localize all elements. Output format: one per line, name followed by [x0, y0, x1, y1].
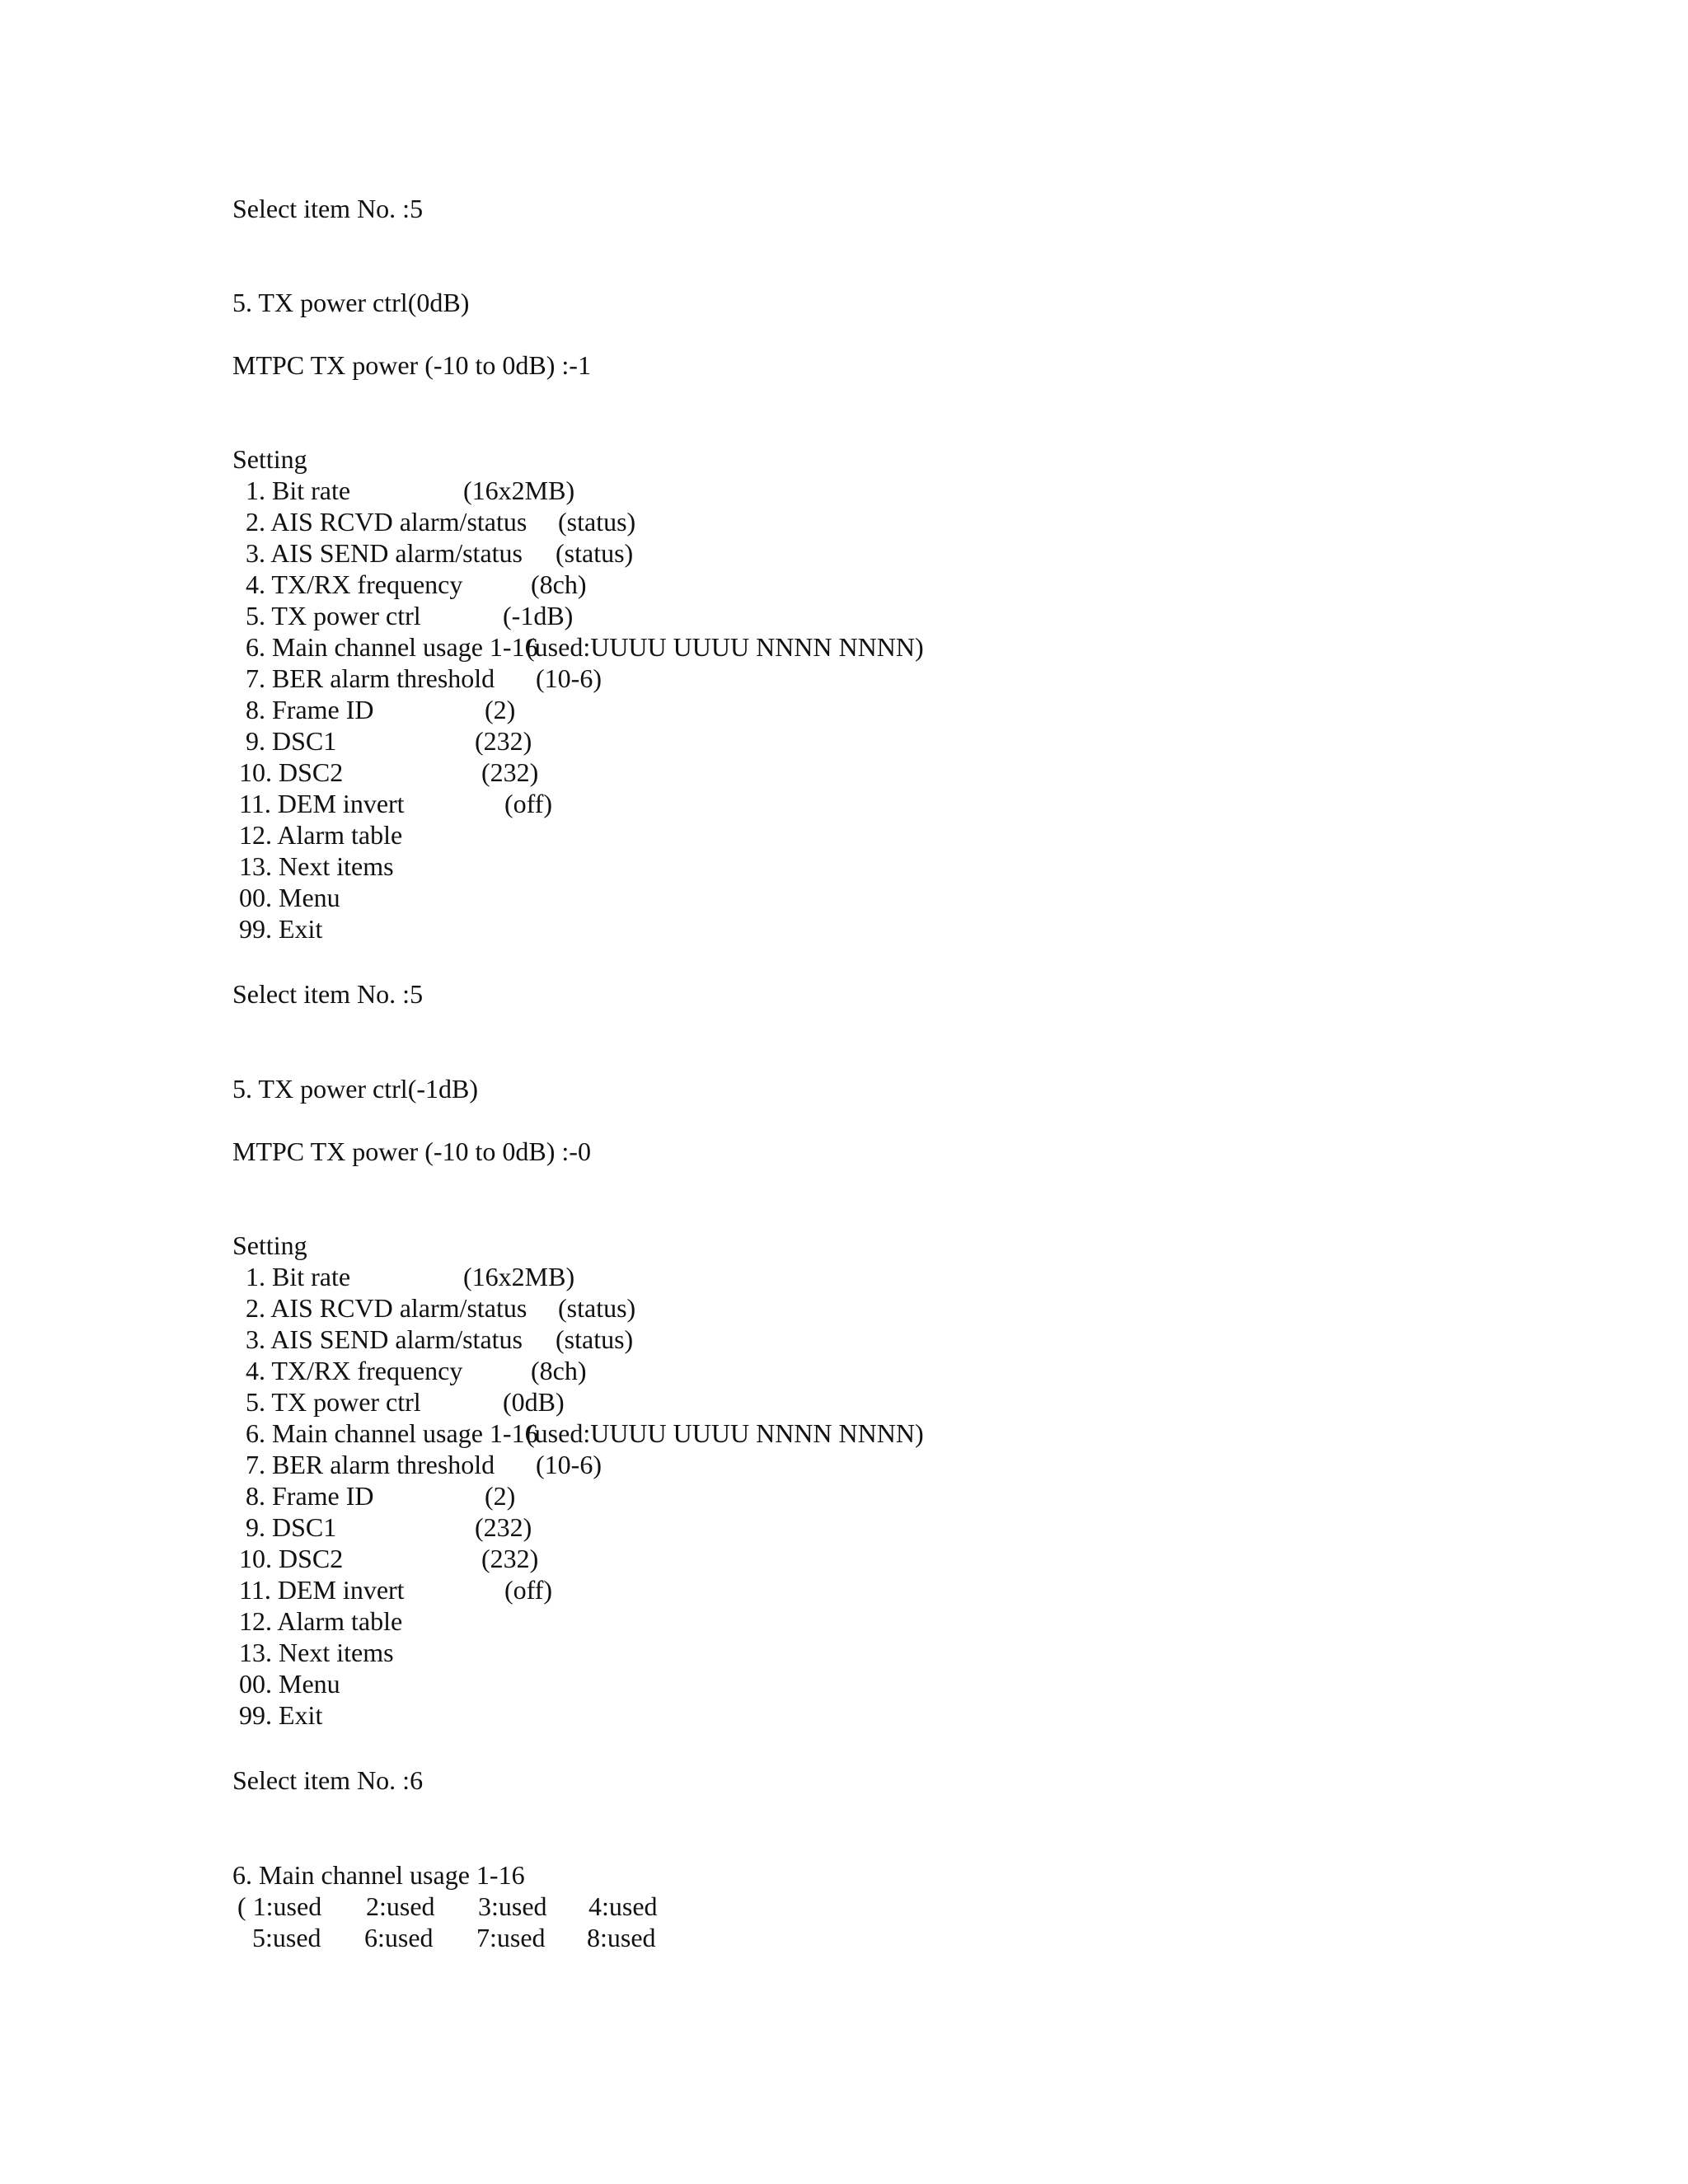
setting-item[interactable] [232, 600, 1386, 631]
setting-item-value: (0dB) [503, 1387, 565, 1417]
setting-item[interactable] [232, 475, 1386, 506]
setting-item-label: 8. Frame ID [246, 1481, 374, 1511]
setting-item[interactable] [232, 1261, 1386, 1292]
setting-item-label: 6. Main channel usage 1-16 [246, 632, 538, 662]
setting-item-label: 3. AIS SEND alarm/status [246, 538, 523, 568]
setting-item-label: 9. DSC1 [246, 1512, 337, 1542]
channel-1: ( 1:used [237, 1891, 322, 1921]
setting-item-value: (2) [485, 1481, 516, 1511]
setting-item-label: 8. Frame ID [246, 695, 374, 724]
channel-4: 4:used [588, 1891, 658, 1921]
setting-item[interactable] [232, 788, 1386, 819]
setting-item-value: (8ch) [531, 569, 587, 599]
setting-item-label: 10. DSC2 [239, 1544, 344, 1573]
select-prompt-1: Select item No. :5 [232, 194, 424, 223]
setting-item[interactable] [232, 1668, 1386, 1699]
setting-item[interactable] [232, 506, 1386, 537]
setting-item-label: 11. DEM invert [239, 1575, 405, 1605]
setting-item[interactable] [232, 1637, 1386, 1668]
setting-item[interactable] [232, 913, 1386, 944]
setting-item[interactable] [232, 1480, 1386, 1511]
setting-item-value: (status) [556, 538, 634, 568]
setting-item-value: (16x2MB) [463, 1262, 575, 1291]
setting-item[interactable] [232, 1543, 1386, 1574]
channel-3: 3:used [478, 1891, 547, 1921]
setting-item[interactable] [232, 1418, 1386, 1449]
setting-item-value: (232) [481, 1544, 539, 1573]
setting-item-label: 3. AIS SEND alarm/status [246, 1324, 523, 1354]
setting-item-label: 12. Alarm table [239, 1606, 403, 1636]
channel-8: 8:used [587, 1923, 656, 1952]
setting-item-label: 9. DSC1 [246, 726, 337, 756]
setting-item[interactable] [232, 851, 1386, 882]
setting-item-label: 5. TX power ctrl [246, 1387, 421, 1417]
setting-item[interactable] [232, 1355, 1386, 1386]
setting-item[interactable] [232, 1386, 1386, 1418]
setting-item[interactable] [232, 537, 1386, 569]
setting-item-value: (232) [475, 726, 532, 756]
tx-power-header-2: 5. TX power ctrl(-1dB) [232, 1074, 478, 1104]
setting-item-value: (-1dB) [503, 601, 574, 630]
setting-item-value: (2) [485, 695, 516, 724]
channel-row-2 [232, 1922, 1386, 1953]
setting-item-value: (8ch) [531, 1356, 587, 1385]
setting-item[interactable] [232, 1605, 1386, 1637]
mtpc-input-prompt-2[interactable]: MTPC TX power (-10 to 0dB) :-0 [232, 1137, 591, 1166]
setting-item[interactable] [232, 757, 1386, 788]
setting-item-label: 1. Bit rate [246, 1262, 351, 1291]
setting-item-value: (232) [475, 1512, 532, 1542]
setting-item[interactable] [232, 631, 1386, 663]
setting-item[interactable] [232, 1449, 1386, 1480]
setting-item-label: 99. Exit [239, 1700, 323, 1730]
setting-item-label: 2. AIS RCVD alarm/status [246, 1293, 528, 1323]
select-prompt-3[interactable]: Select item No. :6 [232, 1765, 424, 1795]
select-prompt-2[interactable]: Select item No. :5 [232, 979, 424, 1009]
setting-item-value: (10-6) [536, 663, 602, 693]
setting-item-value: (status) [558, 1293, 636, 1323]
setting-item-label: 2. AIS RCVD alarm/status [246, 507, 528, 537]
setting-item[interactable] [232, 819, 1386, 851]
setting-item-label: 13. Next items [239, 1638, 394, 1667]
setting-item-label: 7. BER alarm threshold [246, 1450, 495, 1479]
setting-item[interactable] [232, 882, 1386, 913]
main-channel-header: 6. Main channel usage 1-16 [232, 1860, 525, 1890]
setting-item[interactable] [232, 1324, 1386, 1355]
setting-item-label: 10. DSC2 [239, 757, 344, 787]
channel-6: 6:used [364, 1923, 434, 1952]
mtpc-input-prompt-1[interactable]: MTPC TX power (-10 to 0dB) :-1 [232, 350, 591, 380]
setting-item-label: 11. DEM invert [239, 789, 405, 818]
setting-item-label: 5. TX power ctrl [246, 601, 421, 630]
setting-title-2: Setting [232, 1230, 307, 1260]
setting-item[interactable] [232, 694, 1386, 725]
setting-title-1: Setting [232, 444, 307, 474]
setting-item-value: (16x2MB) [463, 476, 575, 505]
setting-item[interactable] [232, 1574, 1386, 1605]
setting-item-label: 13. Next items [239, 851, 394, 881]
channel-7: 7:used [476, 1923, 546, 1952]
setting-item-label: 1. Bit rate [246, 476, 351, 505]
setting-item[interactable] [232, 663, 1386, 694]
setting-item[interactable] [232, 1511, 1386, 1543]
setting-item-label: 00. Menu [239, 883, 340, 912]
setting-item[interactable] [232, 1292, 1386, 1324]
setting-item-value: (status) [558, 507, 636, 537]
setting-item[interactable] [232, 725, 1386, 757]
setting-item-label: 7. BER alarm threshold [246, 663, 495, 693]
setting-item[interactable] [232, 1699, 1386, 1731]
channel-row-1 [232, 1891, 1386, 1922]
channel-5: 5:used [252, 1923, 321, 1952]
channel-2: 2:used [366, 1891, 435, 1921]
setting-item-label: 99. Exit [239, 914, 323, 944]
setting-item-label: 4. TX/RX frequency [246, 569, 463, 599]
setting-item-value: (used:UUUU UUUU NNNN NNNN) [526, 1418, 924, 1448]
setting-item-label: 00. Menu [239, 1669, 340, 1699]
setting-item-label: 12. Alarm table [239, 820, 403, 850]
tx-power-header-1: 5. TX power ctrl(0dB) [232, 288, 470, 317]
setting-item-label: 4. TX/RX frequency [246, 1356, 463, 1385]
setting-item-value: (off) [504, 789, 553, 818]
setting-item-value: (used:UUUU UUUU NNNN NNNN) [526, 632, 924, 662]
setting-item-value: (10-6) [536, 1450, 602, 1479]
setting-item[interactable] [232, 569, 1386, 600]
setting-item-value: (status) [556, 1324, 634, 1354]
setting-item-value: (232) [481, 757, 539, 787]
setting-item-value: (off) [504, 1575, 553, 1605]
setting-item-label: 6. Main channel usage 1-16 [246, 1418, 538, 1448]
